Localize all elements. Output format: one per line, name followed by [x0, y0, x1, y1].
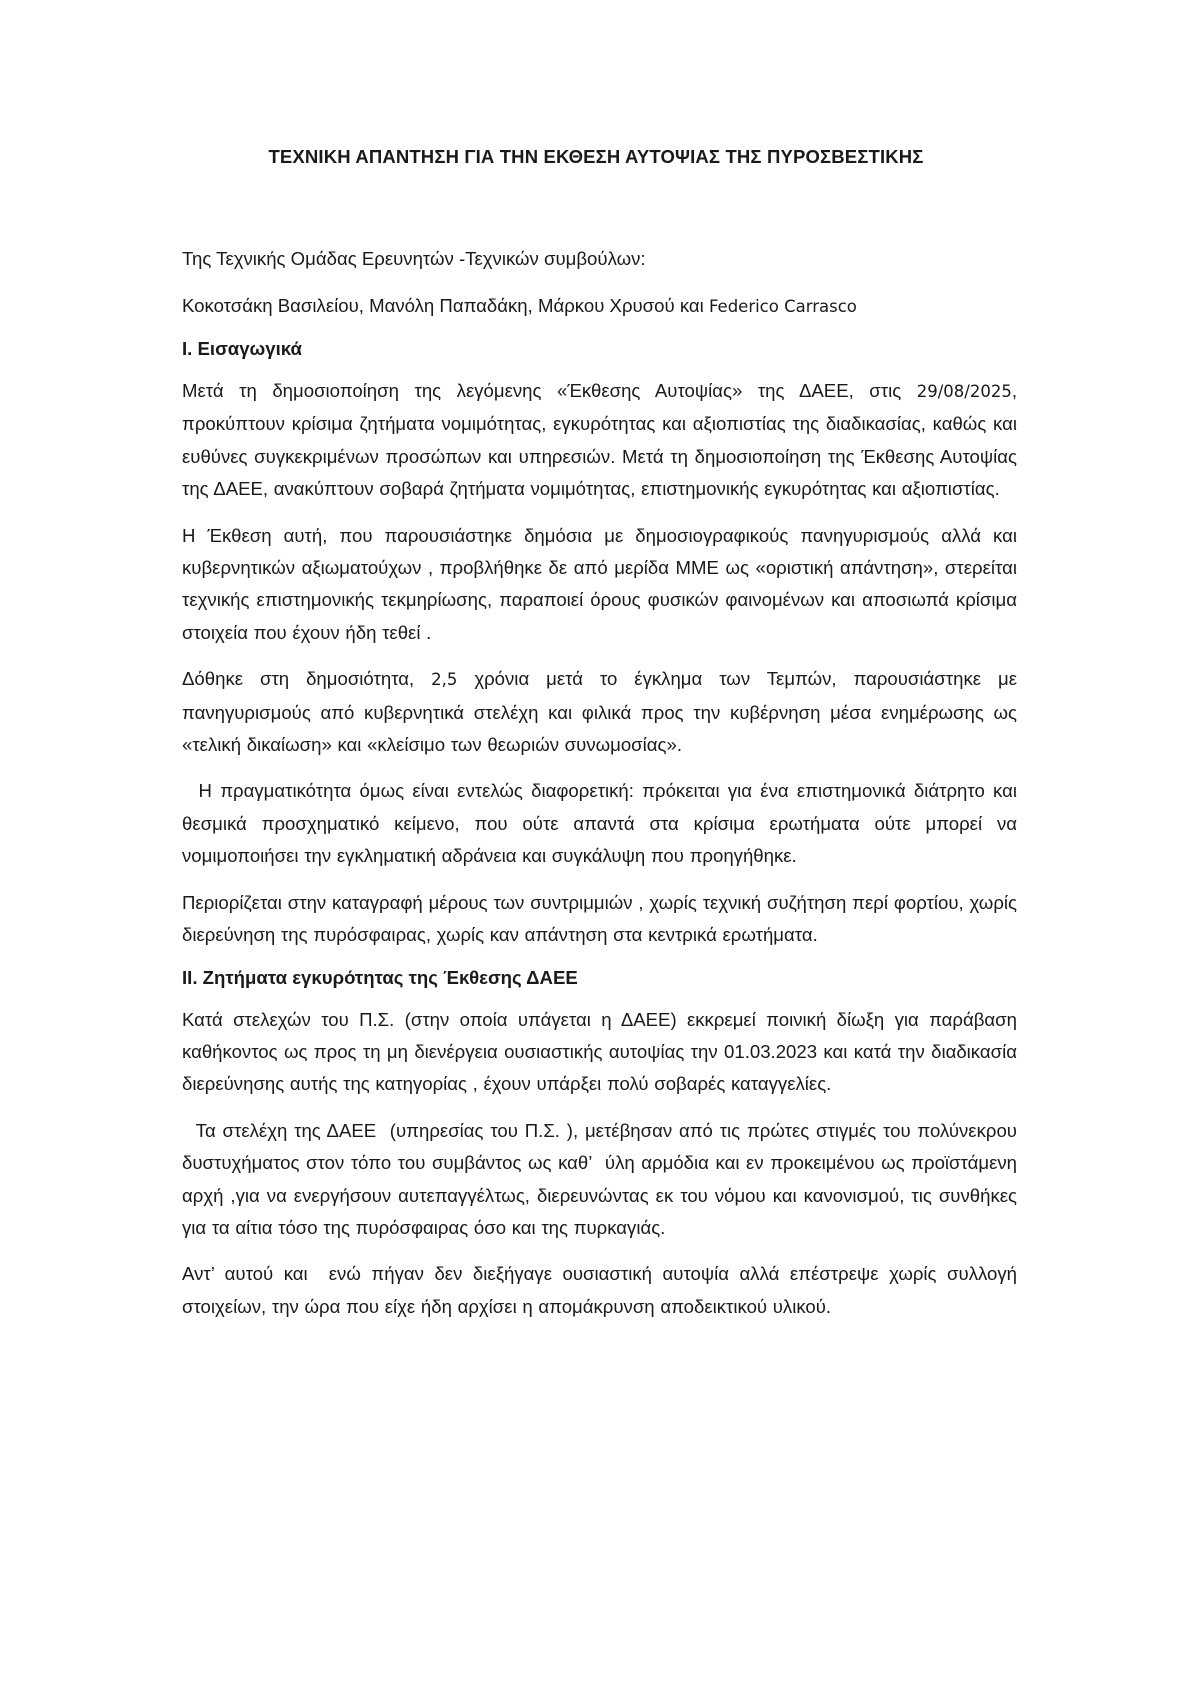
paragraph-text: χρόνια μετά το έγκλημα των Τεμπών, παρουσιάστηκε με πανηγυρισμούς από κυβερνητικά στελέχη και φιλικά προς την κυβέρνηση μέσα ενημέρωσης ως «τελική δικαίωση» και «κλείσιμο των θεωριών συνωμοσίας». — [182, 668, 1017, 756]
authors-latin: Federico Carrasco — [708, 296, 857, 316]
section-1-heading: Ι. Εισαγωγικά — [182, 338, 302, 359]
document-body — [182, 243, 1023, 1323]
section-1-paragraph — [182, 775, 1023, 872]
section-1-paragraph — [182, 375, 1017, 506]
paragraph-text: Τα στελέχη της ΔΑΕΕ (υπηρεσίας του Π.Σ. ), μετέβησαν από τις πρώτες στιγμές του πολύνεκρου δυστυχήματος στον τόπο του συμβάντος ως καθ’ ύλη αρμόδια και εν προκειμένου ως προϊστάμενη αρχή ,για να ενεργήσουν αυτεπαγγέλτως, διερευνώντας εκ του νόμου και κανονισμού, τις συνθήκες για τα αίτια τόσο της πυρόσφαιρας όσο και της πυρκαγιάς. — [182, 1119, 1023, 1238]
paragraph-text: Αντ’ αυτού και ενώ πήγαν δεν διεξήγαγε ουσιαστική αυτοψία αλλά επέστρεψε χωρίς συλλογή στοιχείων, την ώρα που είχε ήδη αρχίσει η απομάκρυνση αποδεικτικού υλικού. — [182, 1263, 1023, 1317]
paragraph-text: Περιορίζεται στην καταγραφή μέρους των συντριμμιών , χωρίς τεχνική συζήτηση περί φορτίου, χωρίς διερεύνηση της πυρόσφαιρας, χωρίς καν απάντηση στα κεντρικά ερωτήματα. — [182, 891, 1017, 946]
section-2-heading: ΙΙ. Ζητήματα εγκυρότητας της Έκθεσης ΔΑΕΕ — [182, 966, 578, 988]
section-2-paragraph — [182, 1258, 1023, 1323]
paragraph-text: Μετά τη δημοσιοποίηση της λεγόμενης «Έκθεσης Αυτοψίας» της ΔΑΕΕ, στις — [182, 380, 917, 401]
authors-line — [182, 290, 1017, 324]
paragraph-text: Η Έκθεση αυτή, που παρουσιάστηκε δημόσια με δημοσιογραφικούς πανηγυρισμούς αλλά και κυβερνητικών αξιωματούχων , προβλήθηκε δε από μερίδα ΜΜΕ ως «οριστική απάντηση», στερείται τεχνικής επιστημονικής τεκμηρίωσης, παραποιεί όρους φυσικών φαινομένων και αποσιωπά κρίσιμα στοιχεία που έχουν ήδη τεθεί . — [182, 524, 1017, 643]
paragraph-text: Κατά στελεχών του Π.Σ. (στην οποία υπάγεται η ΔΑΕΕ) εκκρεμεί ποινική δίωξη για παράβαση καθήκοντος ως προς τη μη διενέργεια ουσιαστικής αυτοψίας την 01.03.2023 και κατά την διαδικασία διερεύνησης αυτής της κατηγορίας , έχουν υπάρξει πολύ σοβαρές καταγγελίες. — [182, 1008, 1017, 1095]
section-1-paragraph — [182, 520, 1017, 650]
section-1-paragraph — [182, 887, 1017, 952]
byline: Της Τεχνικής Ομάδας Ερευνητών -Τεχνικών συμβούλων: — [182, 248, 646, 269]
paragraph-text: , προκύπτουν κρίσιμα ζητήματα νομιμότητας, εγκυρότητας και αξιοπιστίας της διαδικασίας, καθώς και ευθύνες συγκεκριμένων προσώπων και υπηρεσιών. Μετά τη δημοσιοποίηση της Έκθεσης Αυτοψίας της ΔΑΕΕ, ανακύπτουν σοβαρά ζητήματα νομιμότητας, επιστημονικής εγκυρότητας και αξιοπιστίας. — [182, 380, 1017, 500]
paragraph-number: 2,5 — [431, 670, 458, 690]
document-title: ΤΕΧΝΙΚΗ ΑΠΑΝΤΗΣΗ ΓΙΑ ΤΗΝ ΕΚΘΕΣΗ ΑΥΤΟΨΙΑΣ ΤΗΣ ΠΥΡΟΣΒΕΣΤΙΚΗΣ — [268, 146, 924, 167]
paragraph-date: 29/08/2025 — [916, 382, 1012, 401]
section-1-paragraph — [182, 663, 1017, 761]
paragraph-text: Η πραγματικότητα όμως είναι εντελώς διαφορετική: πρόκειται για ένα επιστημονικά διάτρητο και θεσμικά προσχηματικό κείμενο, που ούτε απαντά στα κρίσιμα ερωτήματα ούτε μπορεί να νομιμοποιήσει την εγκληματική αδράνεια και συγκάλυψη που προηγήθηκε. — [182, 780, 1023, 867]
paragraph-text: Δόθηκε στη δημοσιότητα, — [182, 668, 432, 690]
section-2-paragraph — [182, 1115, 1023, 1245]
section-2-paragraph — [182, 1004, 1017, 1101]
authors-greek: Κοκοτσάκη Βασιλείου, Μανόλη Παπαδάκη, Μάρκου Χρυσού και — [182, 294, 709, 316]
